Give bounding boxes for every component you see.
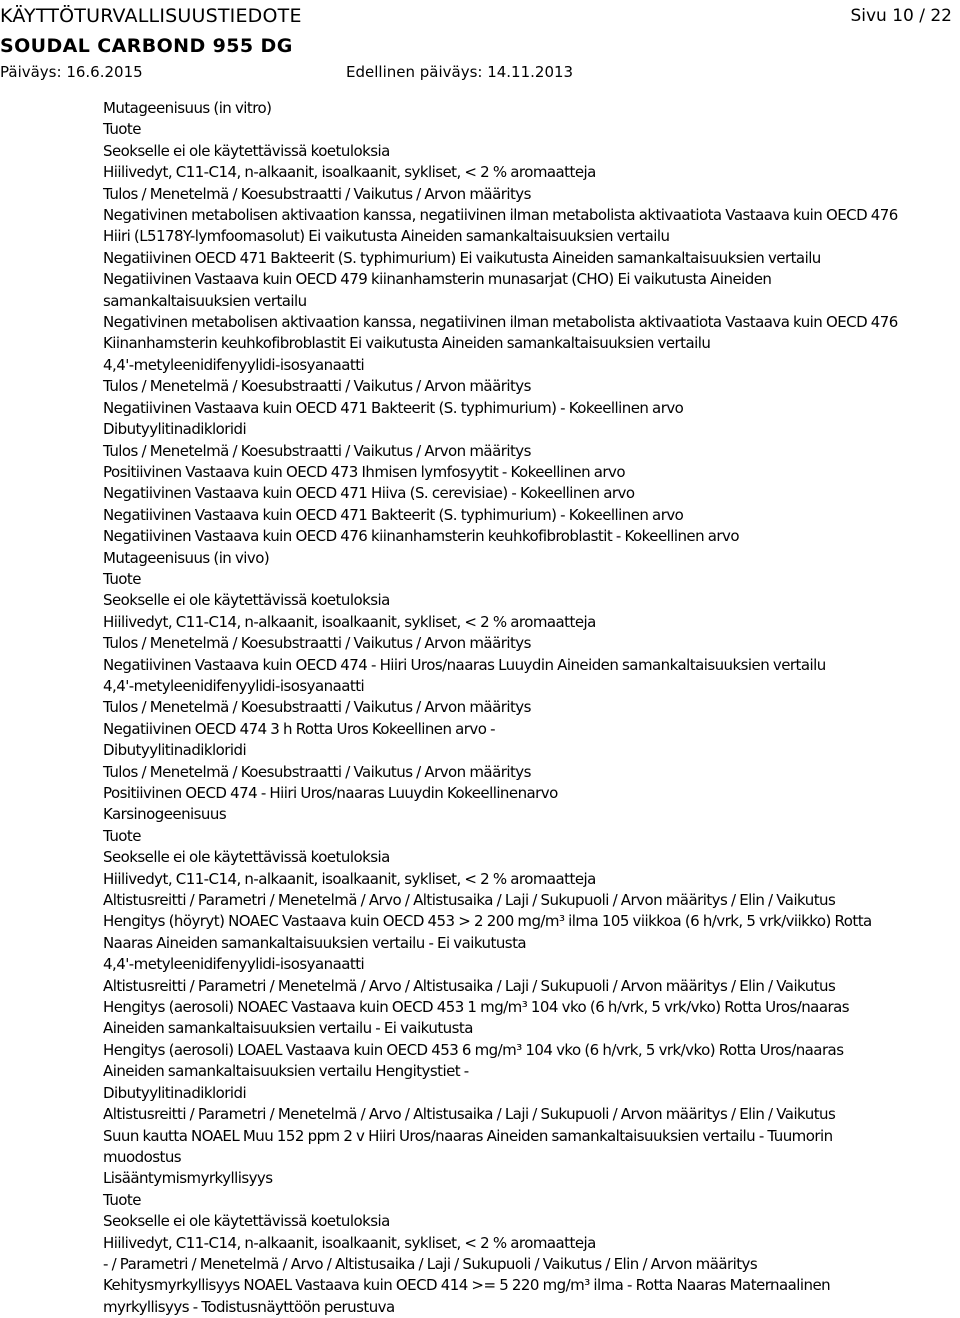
text-line: Tuote bbox=[103, 569, 141, 588]
text-line: Negatiivinen Vastaava kuin OECD 479 kiinanhamsterin munasarjat (CHO) Ei vaikutusta Aineiden bbox=[103, 270, 772, 289]
text-line: Aineiden samankaltaisuuksien vertailu Hengitystiet - bbox=[103, 1062, 469, 1081]
text-line: Negatiivinen Vastaava kuin OECD 471 Hiiva (S. cerevisiae) - Kokeellinen arvo bbox=[103, 484, 635, 503]
text-line: Seokselle ei ole käytettävissä koetuloksia bbox=[103, 141, 390, 160]
text-line: Seokselle ei ole käytettävissä koetuloksia bbox=[103, 1212, 390, 1231]
text-line: Negatiivinen Vastaava kuin OECD 471 Bakteerit (S. typhimurium) - Kokeellinen arvo bbox=[103, 505, 684, 524]
text-line: Kehitysmyrkyllisyys NOAEL Vastaava kuin OECD 414 >= 5 220 mg/m³ ilma - Rotta Naaras Maternaalinen bbox=[103, 1276, 831, 1295]
text-line: Tuote bbox=[103, 1190, 141, 1209]
text-line: Negatiivinen Vastaava kuin OECD 476 kiinanhamsterin keuhkofibroblastit - Kokeellinen arvo bbox=[103, 527, 739, 546]
text-line: myrkyllisyys - Todistusnäyttöön perustuva bbox=[103, 1297, 395, 1316]
text-line: Dibutyylitinadikloridi bbox=[103, 741, 247, 760]
text-line: Kiinanhamsterin keuhkofibroblastit Ei vaikutusta Aineiden samankaltaisuuksien vertailu bbox=[103, 334, 711, 353]
text-line: Negatiivinen Vastaava kuin OECD 474 - Hiiri Uros/naaras Luuydin Aineiden samankaltaisuuksien vertailu bbox=[103, 655, 826, 674]
text-line: Tulos / Menetelmä / Koesubstraatti / Vaikutus / Arvon määritys bbox=[103, 698, 531, 717]
text-line: Altistusreitti / Parametri / Menetelmä / Arvo / Altistusaika / Laji / Sukupuoli / Arvon määritys / Elin / Vaikutus bbox=[103, 976, 836, 995]
text-line: 4,4'-metyleenidifenyylidi-isosyanaatti bbox=[103, 676, 365, 695]
text-line: Hengitys (aerosoli) NOAEC Vastaava kuin OECD 453 1 mg/m³ 104 vko (6 h/vrk, 5 vrk/vko) Rotta Uros/naaras bbox=[103, 998, 849, 1017]
text-line: 4,4'-metyleenidifenyylidi-isosyanaatti bbox=[103, 355, 365, 374]
text-line: Dibutyylitinadikloridi bbox=[103, 420, 247, 439]
text-line: Karsinogeenisuus bbox=[103, 805, 227, 824]
text-line: Hengitys (höyryt) NOAEC Vastaava kuin OECD 453 > 2 200 mg/m³ ilma 105 viikkoa (6 h/vrk, 5 vrk/viikko) Rotta bbox=[103, 912, 872, 931]
text-line: Altistusreitti / Parametri / Menetelmä / Arvo / Altistusaika / Laji / Sukupuoli / Arvon määritys / Elin / Vaikutus bbox=[103, 891, 836, 910]
text-line: Negatiivinen OECD 471 Bakteerit (S. typhimurium) Ei vaikutusta Aineiden samankaltaisuuksien vertailu bbox=[103, 248, 821, 267]
text-line: Tulos / Menetelmä / Koesubstraatti / Vaikutus / Arvon määritys bbox=[103, 377, 531, 396]
text-line: - / Parametri / Menetelmä / Arvo / Altistusaika / Laji / Sukupuoli / Vaikutus / Elin / Arvon määritys bbox=[103, 1254, 758, 1273]
text-line: Negatiivinen OECD 474 3 h Rotta Uros Kokeellinen arvo - bbox=[103, 719, 495, 738]
text-line: Suun kautta NOAEL Muu 152 ppm 2 v Hiiri Uros/naaras Aineiden samankaltaisuuksien vertailu - Tuumorin bbox=[103, 1126, 833, 1145]
document-title: KÄYTTÖTURVALLISUUSTIEDOTE bbox=[0, 5, 302, 27]
text-line: Aineiden samankaltaisuuksien vertailu - Ei vaikutusta bbox=[103, 1019, 473, 1038]
text-line: Hengitys (aerosoli) LOAEL Vastaava kuin OECD 453 6 mg/m³ 104 vko (6 h/vrk, 5 vrk/vko) Rotta Uros/naaras bbox=[103, 1040, 844, 1059]
text-line: Negatiivinen Vastaava kuin OECD 471 Bakteerit (S. typhimurium) - Kokeellinen arvo bbox=[103, 398, 684, 417]
text-line: Tuote bbox=[103, 120, 141, 139]
text-line: Negativinen metabolisen aktivaation kanssa, negatiivinen ilman metabolista aktivaatiota Vastaava kuin OECD 476 bbox=[103, 313, 898, 332]
text-line: Tulos / Menetelmä / Koesubstraatti / Vaikutus / Arvon määritys bbox=[103, 762, 531, 781]
text-line: Hiilivedyt, C11-C14, n-alkaanit, isoalkaanit, sykliset, < 2 % aromaatteja bbox=[103, 1233, 596, 1252]
text-line: Positiivinen OECD 474 - Hiiri Uros/naaras Luuydin Kokeellinenarvo bbox=[103, 784, 558, 802]
text-line: muodostus bbox=[103, 1147, 182, 1166]
text-line: Tulos / Menetelmä / Koesubstraatti / Vaikutus / Arvon määritys bbox=[103, 184, 531, 203]
text-line: Hiilivedyt, C11-C14, n-alkaanit, isoalkaanit, sykliset, < 2 % aromaatteja bbox=[103, 869, 596, 888]
text-line: Mutageenisuus (in vivo) bbox=[103, 548, 270, 567]
document-body bbox=[103, 98, 960, 1318]
text-line: Altistusreitti / Parametri / Menetelmä / Arvo / Altistusaika / Laji / Sukupuoli / Arvon määritys / Elin / Vaikutus bbox=[103, 1105, 836, 1124]
text-line: Tulos / Menetelmä / Koesubstraatti / Vaikutus / Arvon määritys bbox=[103, 441, 531, 460]
text-line: Negativinen metabolisen aktivaation kanssa, negatiivinen ilman metabolista aktivaatiota Vastaava kuin OECD 476 bbox=[103, 206, 898, 225]
text-line: samankaltaisuuksien vertailu bbox=[103, 291, 307, 310]
issue-date: Päiväys: 16.6.2015 bbox=[0, 63, 143, 81]
page-number: Sivu 10 / 22 bbox=[850, 6, 952, 26]
text-line: Dibutyylitinadikloridi bbox=[103, 1083, 247, 1102]
text-line: Mutageenisuus (in vitro) bbox=[103, 99, 272, 117]
text-line: Hiilivedyt, C11-C14, n-alkaanit, isoalkaanit, sykliset, < 2 % aromaatteja bbox=[103, 163, 596, 182]
text-line: Seokselle ei ole käytettävissä koetuloksia bbox=[103, 591, 390, 610]
text-line: Lisääntymismyrkyllisyys bbox=[103, 1169, 273, 1188]
text-line: Hiiri (L5178Y-lymfoomasolut) Ei vaikutusta Aineiden samankaltaisuuksien vertailu bbox=[103, 227, 670, 246]
text-line: Tuote bbox=[103, 826, 141, 845]
text-line: Hiilivedyt, C11-C14, n-alkaanit, isoalkaanit, sykliset, < 2 % aromaatteja bbox=[103, 612, 596, 631]
text-line: Naaras Aineiden samankaltaisuuksien vertailu - Ei vaikutusta bbox=[103, 933, 527, 952]
product-name: SOUDAL CARBOND 955 DG bbox=[0, 35, 293, 57]
text-line: 4,4'-metyleenidifenyylidi-isosyanaatti bbox=[103, 955, 365, 974]
text-line: Seokselle ei ole käytettävissä koetuloksia bbox=[103, 848, 390, 867]
previous-date: Edellinen päiväys: 14.11.2013 bbox=[346, 63, 574, 81]
text-line: Tulos / Menetelmä / Koesubstraatti / Vaikutus / Arvon määritys bbox=[103, 634, 531, 653]
text-line: Positiivinen Vastaava kuin OECD 473 Ihmisen lymfosyytit - Kokeellinen arvo bbox=[103, 462, 625, 481]
